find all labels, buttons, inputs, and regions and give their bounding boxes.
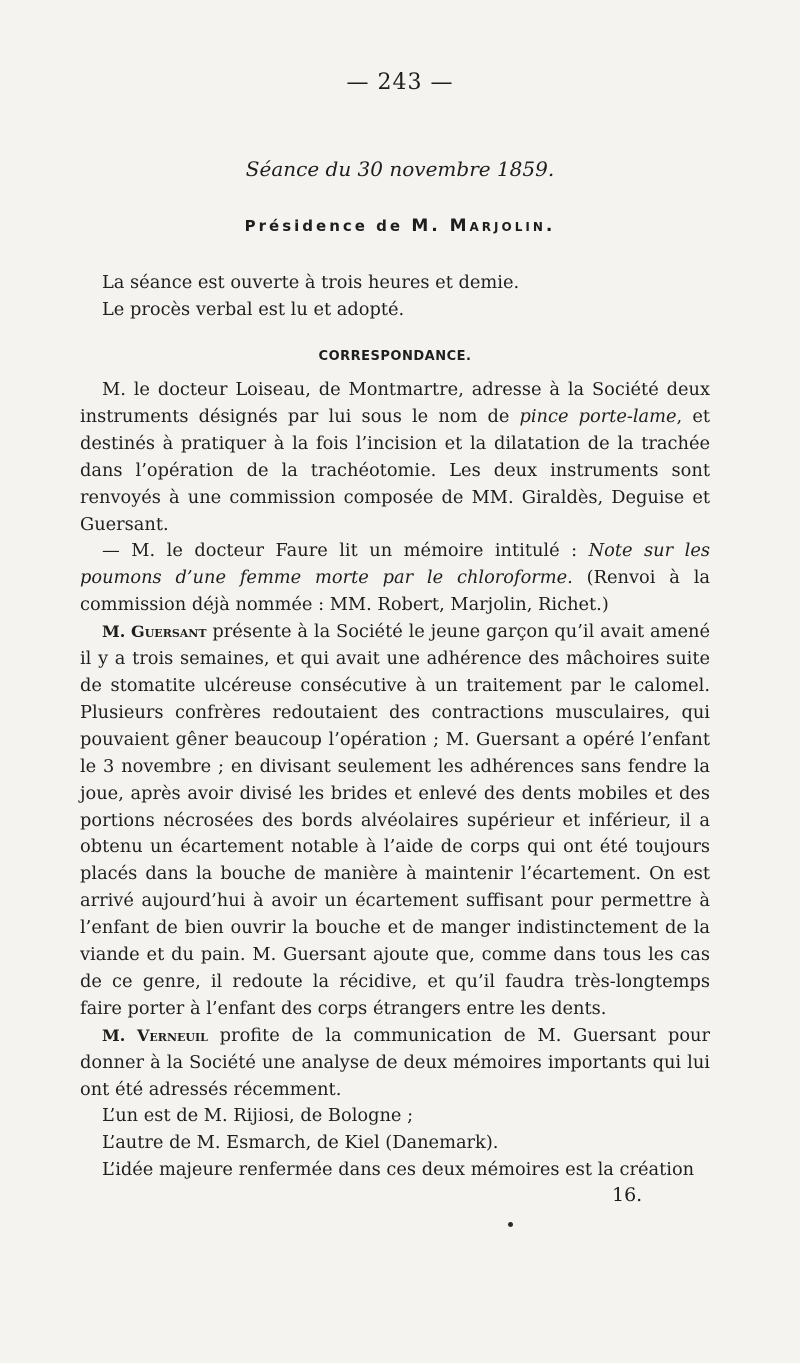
memoir-title: Note sur les poumons d’une femme morte par le chloroforme. [80,540,710,589]
paragraph-idee: L’idée majeure renfermée dans ces deux mémoires est la création [102,1159,695,1181]
signature-mark: 16. [612,1184,643,1206]
paragraph-esmarch: L’autre de M. Esmarch, de Kiel (Danemark). [102,1132,499,1154]
paragraph-loiseau [80,377,710,538]
italic-term: pince porte-lame [519,405,677,427]
ink-speck [508,1222,513,1227]
section-heading: CORRESPONDANCE. [318,349,472,364]
speaker-name: M. Verneuil [102,1025,208,1045]
paragraph-faure [80,538,710,619]
paragraph-text: présente à la Société le jeune garçon qu’il avait amené il y a trois semaines, et qui avait une adhérence des mâchoires suite de stomatite ulcéreuse consécutive à un traitement par le calomel. Plusieurs confrères redoutaient des contractions musculaires, qui pouvaient gêner beaucoup l’opération ; M. Guersant a opéré l’enfant le 3 novembre ; en divisant seulement les adhérences sans fendre la joue, après avoir divisé les brides et enlevé des dents mobiles et des portions nécrosées des bords alvéolaires supérieur et inférieur, il a obtenu un écartement notable à l’aide de corps qui ont été toujours placés dans la bouche de manière à maintenir l’écartement. On est arrivé aujourd’hui à avoir un écartement suffisant pour permettre à l’enfant de bien ouvrir la bouche et de manger indistinctement de la viande et du pain. M. Guersant ajoute que, comme dans tous les cas de ce genre, il redoute la récidive, et qu’il faudra très-longtemps faire porter à l’enfant des corps étrangers entre les dents. [80,621,711,1019]
intro-line-1: La séance est ouverte à trois heures et demie. [102,272,520,293]
speaker-name: M. Guersant [102,622,207,642]
paragraph-text: profite de la communication de M. Guersant pour donner à la Société une analyse de deux mémoires importants qui lui ont été adressés récemment. [80,1024,711,1100]
intro-block [80,270,710,324]
paragraph-verneuil [80,1023,710,1104]
paragraph-text: , et destinés à pratiquer à la fois l’incision et la dilatation de la trachée dans l’opération de la trachéotomie. Les deux instruments sont renvoyés à une commission composée de MM. Giraldès, Deguise et Guersant. [80,405,710,535]
page-number: — 243 — [346,70,454,95]
president-name: M. Marjolin. [411,216,556,236]
main-text [80,377,710,1184]
session-title: Séance du 30 novembre 1859. [245,157,555,181]
presidence-prefix: Présidence de [244,217,404,235]
paragraph-text: — M. le docteur Faure lit un mémoire intitulé : [102,540,589,562]
paragraph-text: (Renvoi à la commission déjà nommée : MM. Robert, Marjolin, Richet.) [80,567,710,616]
paragraph-text: M. le docteur Loiseau, de Montmartre, adresse à la Société deux instruments désignés par lui sous le nom de [80,379,710,427]
presidence-line [0,216,800,236]
paragraph-rijiosi: L’un est de M. Rijiosi, de Bologne ; [102,1105,414,1127]
section-heading-block [80,344,710,371]
paragraph-guersant [80,619,710,1023]
intro-line-2: Le procès verbal est lu et adopté. [102,298,405,320]
